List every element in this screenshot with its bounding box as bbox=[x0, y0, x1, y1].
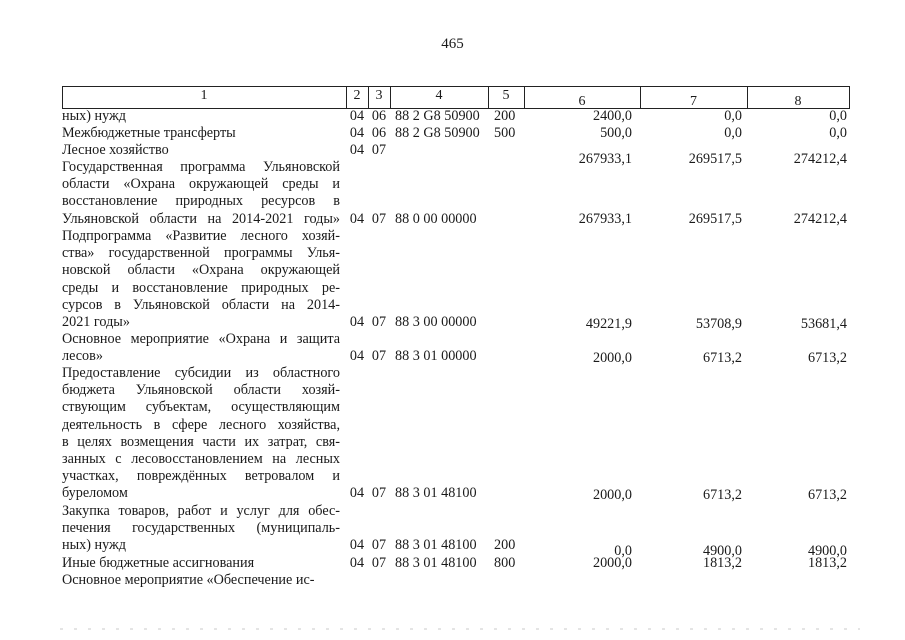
scan-noise-strip bbox=[60, 628, 860, 630]
cell-section: 04 bbox=[349, 142, 365, 158]
cell-target-article: 88 3 00 00000 bbox=[395, 314, 477, 330]
cell-amount-col6: 0,0 bbox=[614, 542, 632, 559]
row-description bbox=[62, 503, 340, 555]
description-line: области «Охрана окружающей среды и bbox=[62, 176, 340, 193]
cell-expense-type: 500 bbox=[494, 125, 516, 141]
cell-subsection: 07 bbox=[371, 485, 387, 502]
row-description bbox=[62, 125, 340, 142]
description-line: ных) нужд bbox=[62, 108, 127, 124]
cell-amount-col6: 2000,0 bbox=[592, 487, 632, 504]
description-line: Межбюджетные трансферты bbox=[62, 125, 236, 141]
description-line: Предоставление субсидии из областного bbox=[62, 365, 340, 381]
cell-subsection: 06 bbox=[371, 125, 387, 141]
header-col-8: 8 bbox=[794, 94, 802, 109]
description-line: Государственная программа Ульяновской bbox=[62, 159, 340, 175]
header-divider bbox=[849, 86, 850, 109]
header-col-1: 1 bbox=[200, 88, 208, 103]
cell-amount-col7: 0,0 bbox=[724, 125, 742, 141]
description-line: сурсов в Ульяновской области на 2014- bbox=[62, 296, 340, 313]
description-line: Закупка товаров, работ и услуг для обес- bbox=[62, 503, 340, 519]
row-description bbox=[62, 365, 340, 503]
cell-amount-col8: 6713,2 bbox=[807, 487, 847, 504]
cell-section: 04 bbox=[349, 314, 365, 330]
cell-target-article: 88 2 G8 50900 bbox=[395, 125, 480, 141]
cell-amount-col6: 267933,1 bbox=[578, 151, 632, 168]
row-description bbox=[62, 142, 340, 159]
description-line: Ульяновской области на 2014-2021 годы» bbox=[62, 210, 340, 227]
header-col-3: 3 bbox=[375, 88, 383, 103]
description-line: новской области «Охрана окружающей bbox=[62, 262, 340, 279]
cell-amount-col6: 267933,1 bbox=[578, 211, 632, 228]
cell-amount-col7: 6713,2 bbox=[702, 349, 742, 366]
description-line: восстановление природных ресурсов в bbox=[62, 193, 340, 210]
cell-amount-col8: 4900,0 bbox=[807, 542, 847, 559]
description-line: ных) нужд bbox=[62, 537, 127, 554]
cell-target-article: 88 0 00 00000 bbox=[395, 210, 477, 227]
cell-subsection: 07 bbox=[371, 537, 387, 554]
description-line: Иные бюджетные ассигнования bbox=[62, 555, 255, 571]
description-line: Лесное хозяйство bbox=[62, 142, 169, 158]
cell-amount-col7: 6713,2 bbox=[702, 487, 742, 504]
cell-amount-col8: 0,0 bbox=[829, 108, 847, 124]
cell-amount-col8: 274212,4 bbox=[793, 151, 847, 168]
cell-section: 04 bbox=[349, 125, 365, 141]
row-description bbox=[62, 228, 340, 331]
cell-subsection: 07 bbox=[371, 348, 387, 365]
row-description bbox=[62, 331, 340, 365]
description-line: деятельность в сфере лесного хозяйства, bbox=[62, 416, 340, 433]
cell-subsection: 07 bbox=[371, 314, 387, 330]
description-line: среды и восстановление природных ре- bbox=[62, 279, 340, 296]
row-description bbox=[62, 555, 340, 572]
cell-amount-col8: 1813,2 bbox=[807, 555, 847, 571]
budget-table bbox=[62, 86, 850, 606]
cell-amount-col6: 2000,0 bbox=[592, 555, 632, 571]
description-line: 2021 годы» bbox=[62, 314, 130, 331]
cell-target-article: 88 3 01 48100 bbox=[395, 537, 477, 554]
header-col-7: 7 bbox=[690, 94, 697, 109]
description-line: Подпрограмма «Развитие лесного хозяй- bbox=[62, 228, 340, 244]
cell-subsection: 07 bbox=[371, 555, 387, 571]
cell-amount-col8: 53681,4 bbox=[800, 315, 847, 332]
cell-expense-type: 200 bbox=[494, 537, 516, 554]
description-line: в целях возмещения части их затрат, свя- bbox=[62, 433, 340, 450]
row-description bbox=[62, 572, 340, 589]
cell-amount-col8: 6713,2 bbox=[807, 349, 847, 366]
header-col-4: 4 bbox=[435, 88, 443, 103]
cell-amount-col8: 0,0 bbox=[829, 125, 847, 141]
description-line: Основное мероприятие «Обеспечение ис- bbox=[62, 572, 315, 588]
cell-target-article: 88 3 01 00000 bbox=[395, 348, 477, 365]
cell-amount-col6: 500,0 bbox=[600, 125, 632, 141]
description-line: участках, повреждённых ветровалом и bbox=[62, 468, 340, 485]
header-col-2: 2 bbox=[353, 88, 361, 103]
header-col-6: 6 bbox=[578, 94, 586, 109]
row-description bbox=[62, 108, 340, 125]
cell-target-article: 88 3 01 48100 bbox=[395, 555, 477, 571]
cell-subsection: 07 bbox=[371, 142, 387, 158]
description-line: занных с лесовосстановлением на лесных bbox=[62, 451, 340, 468]
description-line: ствующим субъектам, осуществляющим bbox=[62, 399, 340, 416]
cell-target-article: 88 3 01 48100 bbox=[395, 485, 477, 502]
cell-amount-col7: 269517,5 bbox=[688, 151, 742, 168]
cell-section: 04 bbox=[349, 348, 365, 365]
description-line: бюджета Ульяновской области хозяй- bbox=[62, 382, 340, 399]
cell-amount-col6: 2000,0 bbox=[592, 349, 632, 366]
cell-section: 04 bbox=[349, 537, 365, 554]
cell-amount-col7: 269517,5 bbox=[688, 211, 742, 228]
cell-expense-type: 800 bbox=[494, 555, 516, 571]
description-line: печения государственных (муниципаль- bbox=[62, 520, 340, 537]
cell-expense-type: 200 bbox=[494, 108, 516, 124]
row-description bbox=[62, 159, 340, 228]
description-line: буреломом bbox=[62, 485, 128, 502]
cell-amount-col6: 49221,9 bbox=[585, 315, 632, 332]
description-line: ства» государственной программы Улья- bbox=[62, 245, 340, 262]
cell-subsection: 06 bbox=[371, 108, 387, 124]
cell-section: 04 bbox=[349, 485, 365, 502]
header-col-5: 5 bbox=[502, 88, 510, 103]
description-line: Основное мероприятие «Охрана и защита bbox=[62, 331, 340, 347]
cell-section: 04 bbox=[349, 210, 365, 227]
description-line: лесов» bbox=[62, 348, 103, 365]
cell-target-article: 88 2 G8 50900 bbox=[395, 108, 480, 124]
cell-section: 04 bbox=[349, 108, 365, 124]
cell-amount-col7: 4900,0 bbox=[702, 542, 742, 559]
cell-amount-col6: 2400,0 bbox=[592, 108, 632, 124]
cell-amount-col7: 1813,2 bbox=[702, 555, 742, 571]
page-number: 465 bbox=[441, 36, 464, 52]
cell-subsection: 07 bbox=[371, 210, 387, 227]
cell-amount-col7: 53708,9 bbox=[695, 315, 742, 332]
cell-section: 04 bbox=[349, 555, 365, 571]
cell-amount-col7: 0,0 bbox=[724, 108, 742, 124]
cell-amount-col8: 274212,4 bbox=[793, 211, 847, 228]
